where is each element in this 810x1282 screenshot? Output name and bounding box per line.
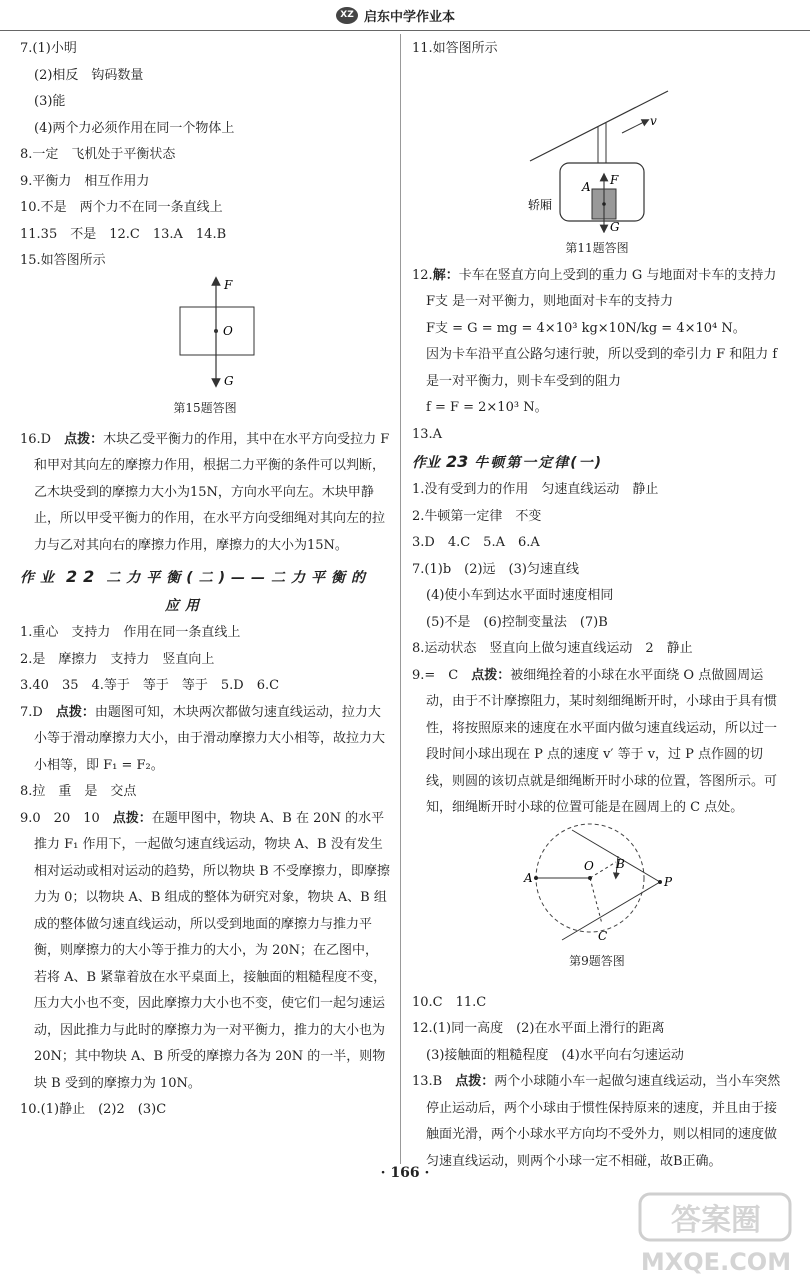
label-cabin: 轿厢 — [528, 197, 553, 212]
answer-23-2: 2.牛顿第一定律 不变 — [412, 508, 542, 524]
answer-7-1: 7.(1)小明 — [20, 41, 77, 56]
section-22-title — [20, 563, 390, 592]
answer-22-10: 10.(1)静止 (2)2 (3)C — [20, 1102, 167, 1117]
section-23-title — [412, 448, 782, 477]
label-c: C — [598, 928, 608, 943]
label-g: G — [224, 373, 234, 388]
answer-22-3-6: 3.40 35 4.等于 等于 等于 5.D 6.C — [20, 678, 280, 693]
answer-23-7-3: (5)不是 (6)控制变量法 (7)B — [426, 614, 608, 630]
answer-23-7-1: 7.(1)b (2)远 (3)匀速直线 — [412, 561, 579, 577]
answer-22-7-tip: 点拨： — [55, 704, 95, 720]
answer-9: 9.平衡力 相互作用力 — [20, 173, 150, 189]
answer-23-1: 1.没有受到力的作用 匀速直线运动 静止 — [412, 482, 659, 497]
center-point — [214, 329, 218, 333]
book-title: 启东中学作业本 — [364, 10, 456, 25]
answer-r11: 11.如答图所示 — [412, 41, 498, 56]
answer-23-10-11: 10.C 11.C — [412, 994, 487, 1010]
section-23-number: 23 — [446, 452, 469, 471]
label-o: O — [223, 323, 233, 338]
answer-15: 15.如答图所示 — [20, 253, 106, 268]
label-b: B — [616, 856, 625, 871]
watermark-text-top: 答案圈 — [671, 1203, 761, 1238]
answer-r12-line1: 卡车在竖直方向上受到的重力 G 与地面对卡车的支持力 F支 是一对平衡力，则地面对卡车的支持力 — [426, 267, 777, 309]
answer-23-12-1: 12.(1)同一高度 (2)在水平面上滑行的距离 — [412, 1021, 665, 1036]
answer-7-4: (4)两个力必须作用在同一个物体上 — [34, 120, 235, 136]
answer-8: 8.一定 飞机处于平衡状态 — [20, 147, 176, 162]
answer-r12-eq2: f = F = 2×10³ N。 — [426, 400, 548, 415]
label-f: F — [224, 277, 233, 292]
answer-23-12-2: (3)接触面的粗糙程度 (4)水平向右匀速运动 — [426, 1047, 684, 1063]
figure-15-diagram — [20, 275, 390, 393]
answer-22-9-head: 9.0 20 10 — [20, 810, 113, 826]
answer-22-9-tip: 点拨： — [112, 810, 152, 826]
label-f: F — [610, 172, 619, 187]
watermark-text-bottom: MXQE.COM — [640, 1248, 792, 1276]
answer-23-9 — [412, 663, 782, 822]
answer-23-13-head: 13.B — [412, 1074, 456, 1089]
column-divider — [400, 34, 401, 1164]
answer-23-9-body: 被细绳拴着的小球在水平面绕 O 点做圆周运动，由于不计摩擦阻力，某时刻细绳断开时，小球由于具有惯性，将按照原来的速度在水平面内做匀速直线运动，所以过一段时间小球出现在 P 点的速度 v′ 等于 v，过 P 点作圆的切线，则圆的该切点就是细绳断开时小球的位置，答图所示。可知，细绳断开时小球的位置可能是在圆周上的 C 点处。 — [426, 667, 778, 815]
right-column — [412, 36, 782, 1175]
page-number: · 166 · — [380, 1165, 430, 1181]
answer-r13: 13.A — [412, 426, 443, 442]
answer-22-8: 8.拉 重 是 交点 — [20, 784, 137, 799]
answer-r12-head: 12. — [412, 267, 433, 283]
label-v: v — [650, 113, 657, 128]
page-header — [0, 0, 810, 31]
answer-11-14: 11.35 不是 12.C 13.A 14.B — [20, 226, 227, 242]
figure-9-caption: 第9题答图 — [569, 953, 625, 968]
figure-11 — [412, 63, 782, 259]
answer-23-13-body: 两个小球随小车一起做匀速直线运动，当小车突然停止运动后，两个小球由于惯性保持原来的速度，并且由于接触面光滑，两个小球水平方向均不受外力，则以相同的速度做匀速直线运动，则两个小球一定不相碰，故B正确。 — [426, 1074, 781, 1169]
answer-23-8: 8.运动状态 竖直向上做匀速直线运动 2 静止 — [412, 641, 693, 656]
figure-15 — [20, 275, 390, 419]
publisher-logo: XZ — [336, 7, 358, 24]
radius-ob — [590, 862, 616, 878]
answer-23-13 — [412, 1069, 782, 1175]
answer-16-head: 16.D — [20, 431, 65, 447]
point-a — [534, 876, 538, 880]
answer-22-1: 1.重心 支持力 作用在同一条直线上 — [20, 625, 241, 640]
answer-7-3: (3)能 — [34, 94, 66, 109]
tangent-line — [562, 882, 660, 940]
answer-22-7 — [20, 700, 390, 780]
section-22-prefix: 作业 — [20, 570, 60, 586]
answer-23-7-2: (4)使小车到达水平面时速度相同 — [426, 588, 614, 603]
label-g: G — [610, 219, 620, 233]
answer-23-9-head: 9.= C — [412, 667, 472, 683]
answer-r12-eq1: F支 = G = mg = 4×10³ kg×10N/kg = 4×10⁴ N。 — [426, 320, 746, 336]
figure-11-caption: 第11题答图 — [565, 240, 629, 255]
label-o: O — [584, 858, 594, 873]
figure-15-caption: 第15题答图 — [173, 400, 237, 415]
label-a: A — [524, 870, 533, 885]
section-22-number: 22 — [66, 567, 101, 586]
answer-r12-line3: 因为卡车沿平直公路匀速行驶，所以受到的牵引力 F 和阻力 f 是一对平衡力，则卡车受到的阻力 — [426, 347, 778, 389]
section-23-prefix: 作业 — [412, 455, 440, 471]
figure-11-diagram — [412, 63, 782, 233]
answer-16 — [20, 427, 390, 560]
watermark-graphic — [636, 1190, 796, 1278]
answer-22-9 — [20, 806, 390, 1098]
section-22-heading: 二力平衡(二)——二力平衡的 — [106, 570, 372, 586]
answer-r12-tip: 解： — [432, 267, 459, 283]
answer-23-13-tip: 点拨： — [455, 1074, 495, 1089]
answer-r12 — [412, 263, 782, 316]
watermark-logo — [636, 1190, 796, 1278]
answer-16-body: 木块乙受平衡力的作用，其中在水平方向受拉力 F 和甲对其向左的摩擦力作用，根据二力平衡的条件可以判断，乙木块受到的摩擦力大小为15N，方向水平向左。木块甲静止，所以甲受平衡力的作用，在水平方向受细绳对其向左的拉力与乙对其向右的摩擦力作用，摩擦力的大小为15N。 — [34, 431, 390, 553]
velocity-arrow — [622, 121, 646, 133]
center-point — [602, 202, 606, 206]
figure-9 — [412, 822, 782, 972]
section-23-heading: 牛顿第一定律(一) — [474, 455, 604, 471]
answer-22-7-body: 由题图可知，木块两次都做匀速直线运动，拉力大小等于滑动摩擦力大小，由于滑动摩擦力大小相等，故拉力大小相等，即 F₁ = F₂。 — [34, 704, 386, 773]
label-p: P — [664, 874, 673, 889]
section-22-title-cont: 应用 — [165, 598, 205, 614]
answer-23-9-tip: 点拨： — [471, 667, 511, 683]
answer-7-2: (2)相反 钩码数量 — [34, 67, 144, 83]
answer-22-9-body: 在题甲图中，物块 A、B 在 20N 的水平推力 F₁ 作用下，一起做匀速直线运动，物块 A、B 没有发生相对运动或相对运动的趋势，所以物块 B 不受摩擦力，即摩擦力为 0；以物块 A、B 组成的整体为研究对象，物块 A、B 组成的整体做匀速直线运动，所以受到地面的摩擦力与推力平衡，则摩擦力的大小等于推力的大小，为 20N；在乙图中，若将 A、B 紧靠着放在水平桌面上，接触面的粗糙程度不变，压力大小也不变，因此摩擦力大小也不变，使它们一起匀速运动，因此推力与此时的摩擦力为一对平衡力，推力的大小也为 20N；其中物块 A、B 所受的摩擦力各为 20N 的一半，则物块 B 受到的摩擦力为 10N。 — [34, 810, 390, 1091]
answer-23-3-6: 3.D 4.C 5.A 6.A — [412, 535, 540, 550]
left-column — [20, 36, 390, 1124]
answer-10: 10.不是 两个力不在同一条直线上 — [20, 200, 223, 215]
label-a: A — [582, 179, 591, 194]
answer-16-tip: 点拨： — [64, 431, 104, 447]
figure-9-diagram — [412, 822, 782, 946]
answer-22-2: 2.是 摩擦力 支持力 竖直向上 — [20, 651, 215, 667]
answer-22-7-head: 7.D — [20, 704, 56, 720]
point-o — [588, 876, 592, 880]
cable-line — [530, 91, 668, 161]
point-p — [658, 880, 662, 884]
